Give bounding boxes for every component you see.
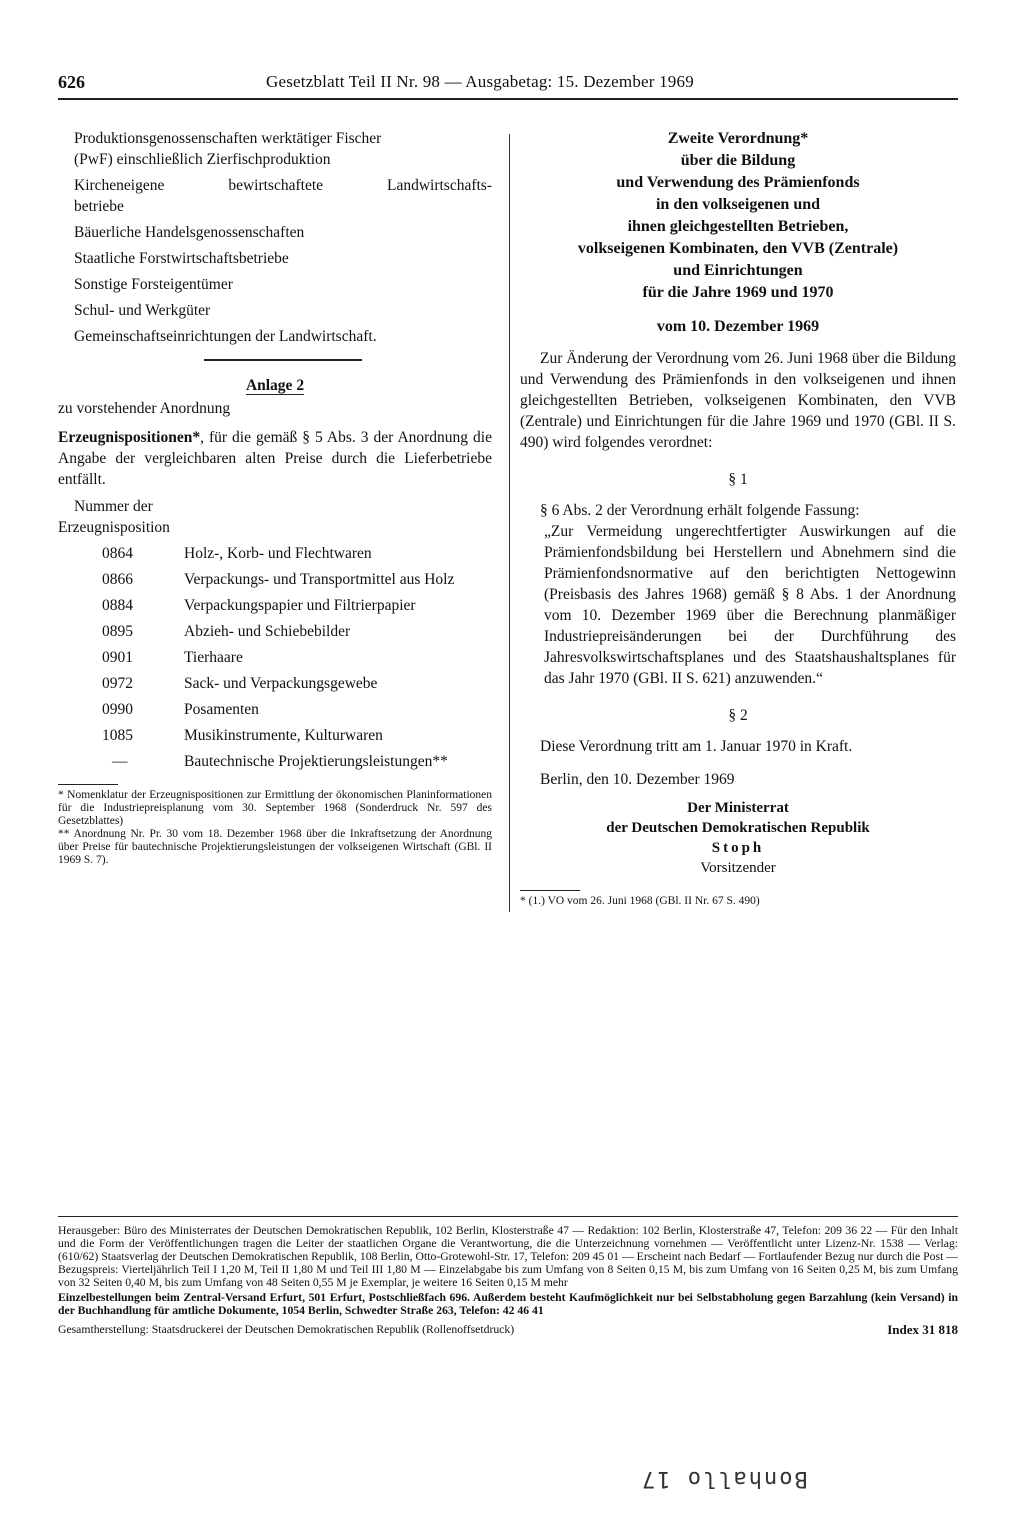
decree-date: vom 10. Dezember 1969: [656, 318, 820, 335]
footnote: * (1.) VO vom 26. Juni 1968 (GBl. II Nr. 67 S. 490): [520, 895, 760, 907]
table-row: 0990 Posamenten: [102, 701, 259, 718]
list-item: Staatliche Forstwirtschaftsbetriebe: [74, 250, 289, 267]
list-item: Produktionsgenossenschaften werktätiger Fischer (PwF) einschließlich Zierfischproduktion: [74, 130, 382, 168]
left-column: [58, 128, 492, 867]
imprint-rule: [58, 1216, 958, 1217]
table-row: 0866 Verpackungs- und Transportmittel aus Holz: [102, 571, 455, 588]
right-column: [520, 128, 956, 908]
position-table: [58, 543, 492, 772]
index-number: Index 31 818: [887, 1322, 958, 1337]
page-header: [58, 72, 958, 96]
decree-intro: Zur Änderung der Verordnung vom 26. Juni 1968 über die Bildung und Verwendung des Prämienfonds in den volkseigenen und ihnen gleichgestellten Betrieben, volkseigenen Kombinaten, den VVB (Zentrale) und Einrichtungen für die Jahre 1969 und 1970 (GBl. II S. 490) wird folgendes verordnet:: [520, 350, 957, 451]
column-rule: [509, 134, 510, 912]
library-stamp: Bonhallo 17: [640, 1466, 808, 1491]
imprint-orders: Einzelbestellungen beim Zentral-Versand Erfurt, 501 Erfurt, Postschließfach 696. Außerdem besteht Kaufmöglichkeit nur bei Selbstabholung gegen Barzahlung (kein Versand) in der Buchhandlung für amtliche Dokumente, 1054 Berlin, Schwedter Straße 263, Telefon: 42 46 41: [58, 1291, 958, 1317]
header-title: Gesetzblatt Teil II Nr. 98 — Ausgabetag: 15. Dezember 1969: [266, 72, 694, 91]
footnote: * Nomenklatur der Erzeugnispositionen zur Ermittlung der ökonomischen Planinformationen für die Industriepreisplanung vom 30. September 1968 (Sonderdruck Nr. 597 des Gesetzblattes): [58, 789, 492, 827]
section-1-quote: „Zur Vermeidung ungerechtfertigter Auswirkungen auf die Prämienfondsbildung bei Herstellern und Abnehmern sind die Prämienfondsnormative auf den berichtigten Nettogewinn (Preisbasis des Jahres 1968) gemäß § 8 Abs. 1 der Anordnung vom 10. Dezember 1969 über die Berechnung planmäßiger Industriepreisänderungen bei der Durchführung des Jahresvolkswirtschaftsplanes und des Staatshaushaltsplanes für das Jahr 1970 (GBl. II S. 621) anzuwenden.“: [544, 523, 956, 687]
signature-block: Der Ministerrat der Deutschen Demokratischen Republik Stoph Vorsitzender: [520, 798, 956, 878]
table-row: 0884 Verpackungspapier und Filtrierpapier: [102, 597, 416, 614]
section-2-text: Diese Verordnung tritt am 1. Januar 1970 in Kraft.: [540, 738, 853, 755]
header-rule: [58, 98, 958, 100]
page-number: 626: [58, 72, 85, 92]
table-row: 0901 Tierhaare: [102, 649, 243, 666]
table-row: 0972 Sack- und Verpackungsgewebe: [102, 675, 378, 692]
anlage-subtitle: zu vorstehender Anordnung: [58, 400, 231, 417]
footnote: ** Anordnung Nr. Pr. 30 vom 18. Dezember 1968 über die Inkraftsetzung der Anordnung über Preise für bautechnische Projektierungsleistungen der volkseigenen Wirtschaft (GBl. II 1969 S. 7).: [58, 828, 492, 866]
section-divider: [204, 359, 362, 361]
table-row: 1085 Musikinstrumente, Kulturwaren: [102, 727, 383, 744]
anlage-intro: Erzeugnispositionen*, für die gemäß § 5 Abs. 3 der Anordnung die Angabe der vergleichbaren alten Preise durch die Lieferbetriebe entfällt.: [58, 429, 492, 488]
list-item: Kircheneigene bewirtschaftete Landwirtschafts- betriebe: [74, 177, 492, 215]
imprint-printer-row: [58, 1323, 958, 1336]
table-header: Nummer der Erzeugnisposition: [58, 498, 170, 536]
table-row: 0895 Abzieh- und Schiebebilder: [102, 623, 351, 640]
imprint-publisher: Herausgeber: Büro des Ministerrates der Deutschen Demokratischen Republik, 102 Berlin, Klosterstraße 47 — Redaktion: 102 Berlin, Klosterstraße 47, Telefon: 209 36 22 — Für den Inhalt und die Form der Veröffentlichungen tragen die Leiter der staatlichen Organe die Verantwortung, die die Unterzeichnung vornehmen — Veröffentlicht unter Lizenz-Nr. 1538 — Verlag: (610/62) Staatsverlag der Deutschen Demokratischen Republik, 108 Berlin, Otto-Grotewohl-Str. 17, Telefon: 209 45 01 — Erscheint nach Bedarf — Fortlaufender Bezug nur durch die Post — Bezugspreis: Vierteljährlich Teil I 1,20 M, Teil II 1,80 M und Teil III 1,80 M — Einzelabgabe bis zum Umfang von 8 Seiten 0,15 M, bis zum Umfang von 16 Seiten 0,25 M, bis zum Umfang von 32 Seiten 0,40 M, bis zum Umfang von 48 Seiten 0,55 M je Exemplar, je weitere 16 Seiten 0,15 M mehr: [58, 1224, 958, 1289]
footnote-rule: [520, 890, 580, 891]
imprint: [58, 1224, 958, 1336]
signatory-role: Vorsitzender: [700, 860, 776, 876]
list-item: Sonstige Forsteigentümer: [74, 276, 233, 293]
decree-title: Zweite Verordnung* über die Bildung und Verwendung des Prämienfonds in den volkseigenen und ihnen gleichgestellten Betrieben, volkseigenen Kombinaten, den VVB (Zentrale) und Einrichtungen für die Jahre 1969 und 1970: [577, 130, 899, 301]
list-item: Gemeinschaftseinrichtungen der Landwirtschaft.: [74, 328, 377, 345]
anlage-title: Anlage 2: [245, 377, 305, 394]
list-item: Bäuerliche Handelsgenossenschaften: [74, 224, 305, 241]
section-1-text: § 6 Abs. 2 der Verordnung erhält folgende Fassung:: [540, 502, 860, 519]
list-item: Schul- und Werkgüter: [74, 302, 211, 319]
footnote-rule: [58, 784, 118, 785]
table-row: — Bautechnische Projektierungsleistungen**: [112, 753, 448, 770]
table-row: 0864 Holz-, Korb- und Flechtwaren: [102, 545, 372, 562]
place-date: Berlin, den 10. Dezember 1969: [540, 771, 735, 788]
signatory-name: Stoph: [711, 840, 765, 856]
collective-list: [58, 128, 492, 347]
section-1-heading: § 1: [728, 471, 748, 488]
section-2-heading: § 2: [728, 707, 748, 724]
imprint-printer: Gesamtherstellung: Staatsdruckerei der Deutschen Demokratischen Republik (Rollenoffsetdruck): [58, 1323, 515, 1336]
